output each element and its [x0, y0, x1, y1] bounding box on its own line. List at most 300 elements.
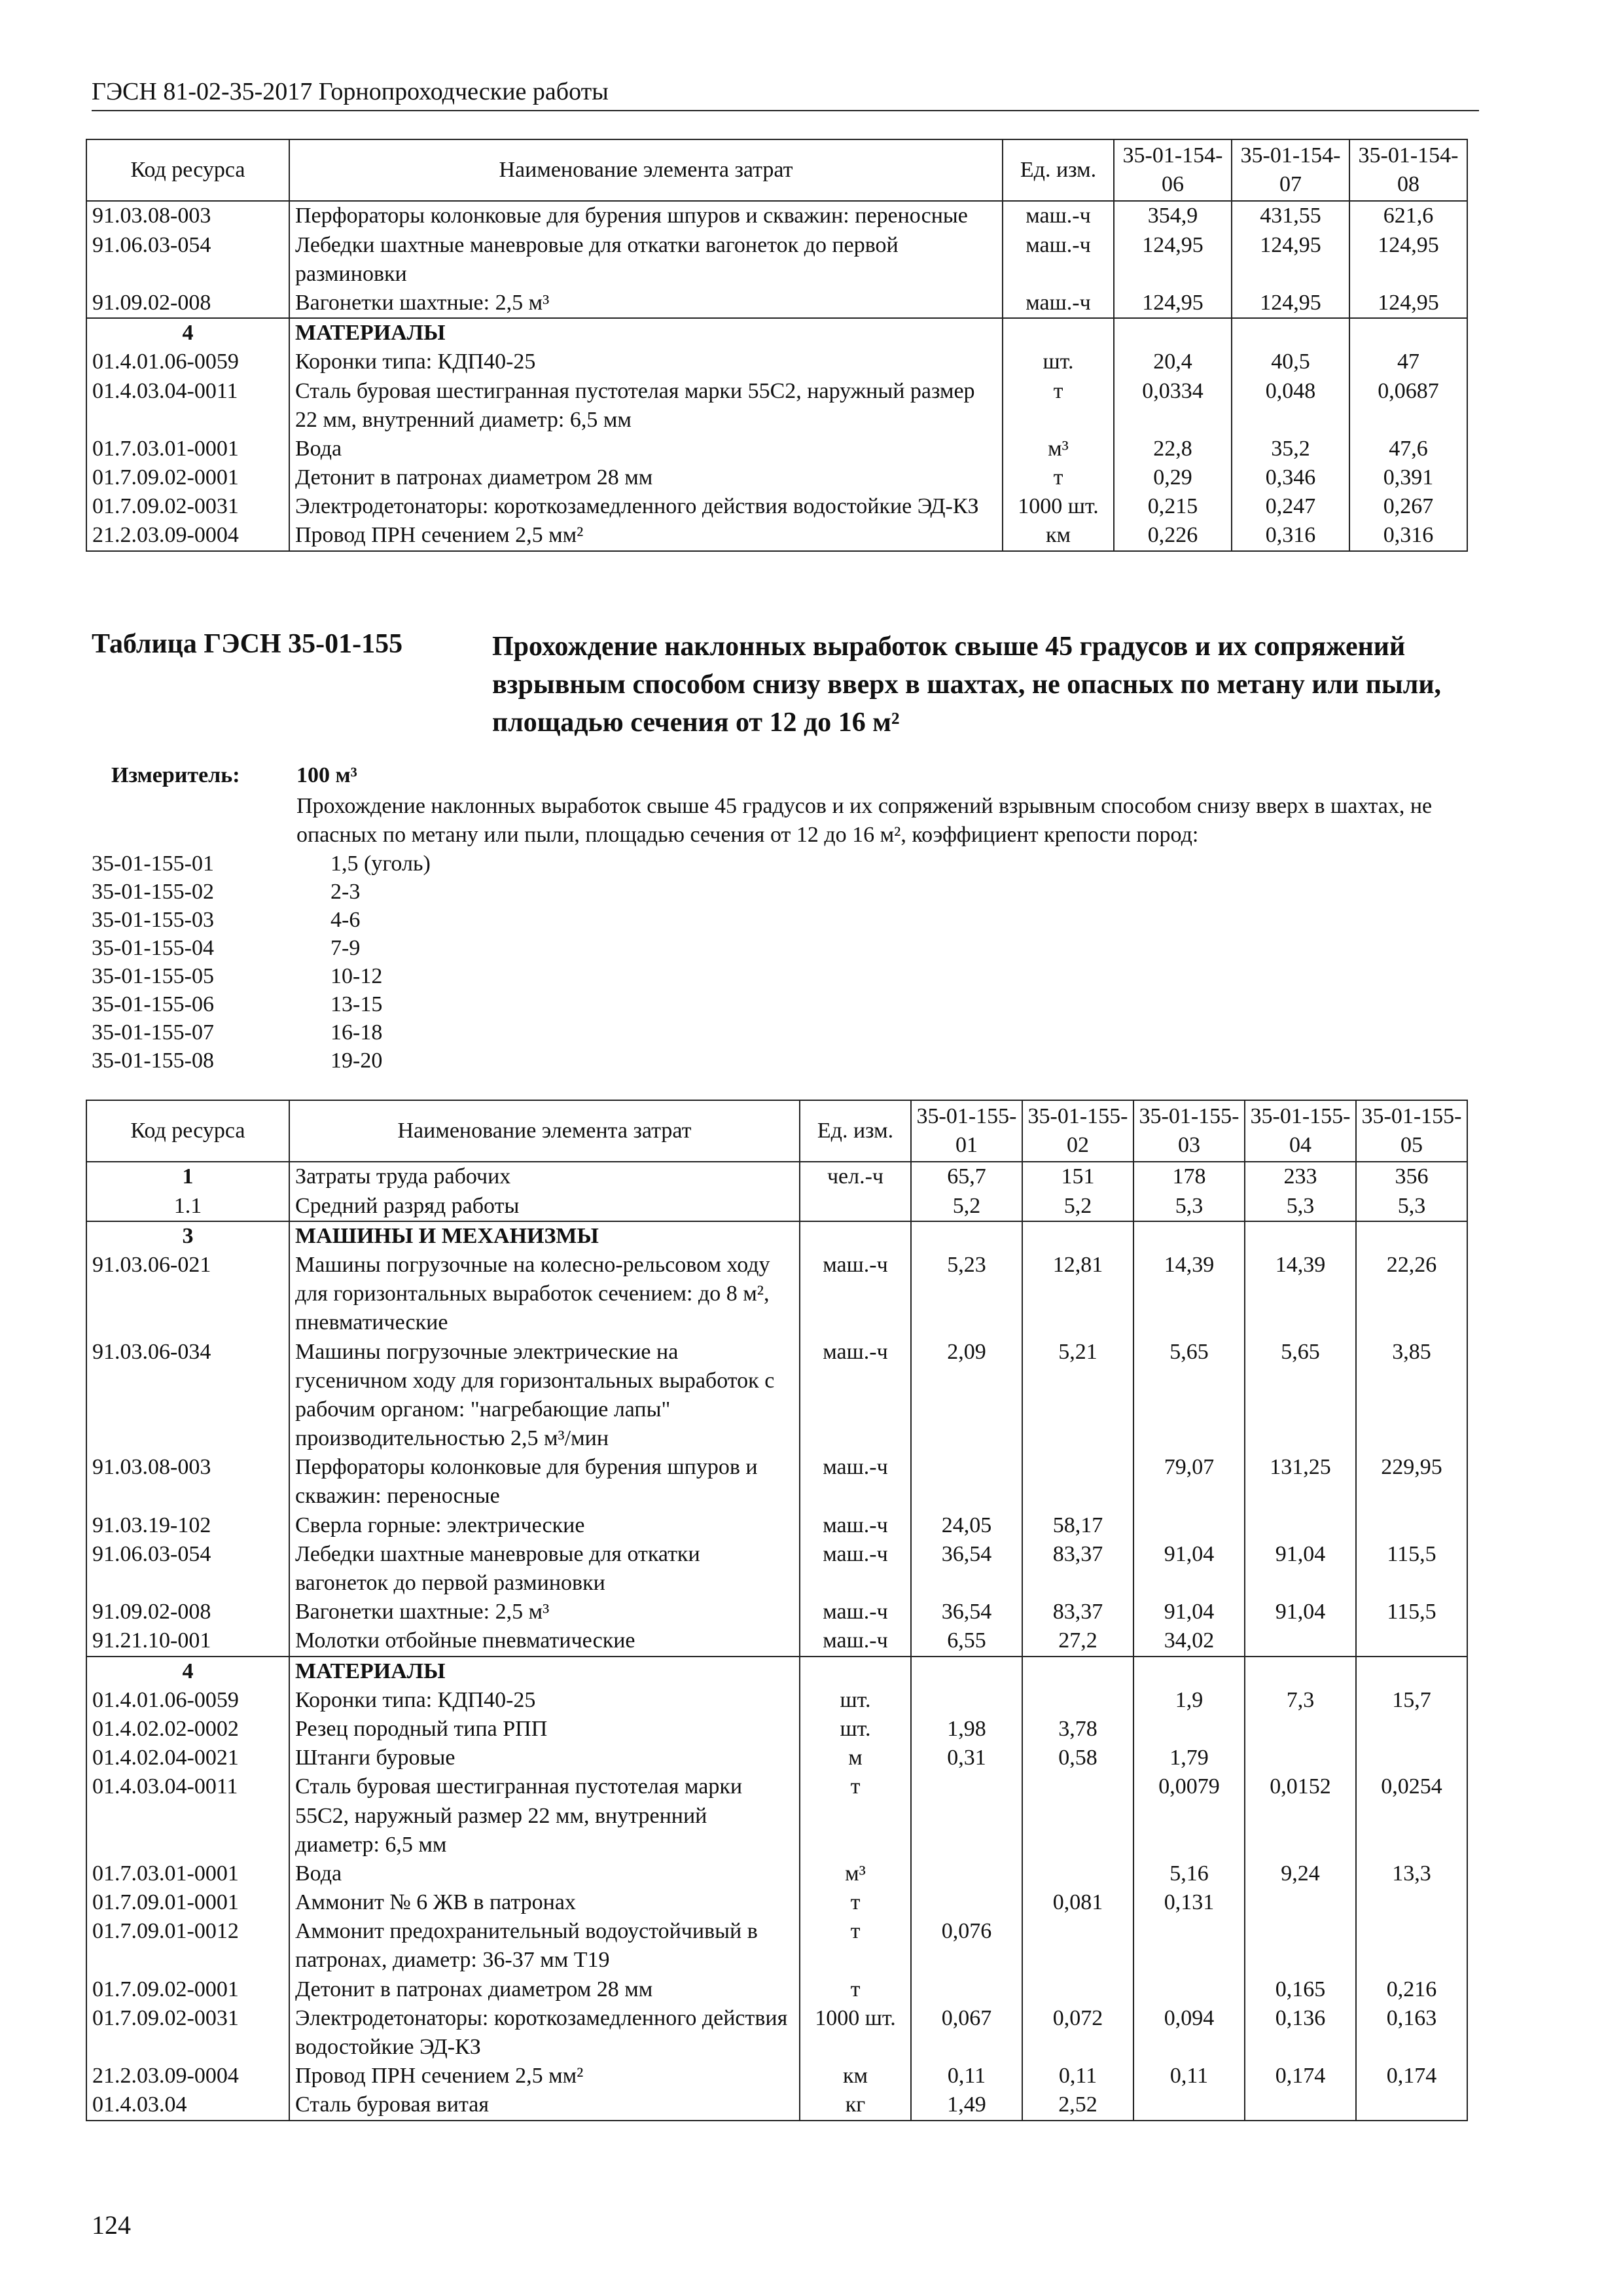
- resource-unit: чел.-ч: [800, 1162, 911, 1191]
- cell-value: 124,95: [1232, 289, 1349, 318]
- meter-label: Измеритель:: [111, 763, 240, 787]
- table-row: [86, 1626, 1467, 1656]
- resource-name: Лебедки шахтные маневровые для откатки вагонеток до первой разминовки: [289, 1540, 800, 1598]
- cell-value: [911, 1888, 1022, 1917]
- cell-value: [1245, 1917, 1356, 1975]
- cell-value: 6,55: [911, 1626, 1022, 1656]
- table-title: Прохождение наклонных выработок свыше 45 градусов и их сопряжений взрывным способом снизу вверх в шахтах, не опасных по метану или пыли, площадью сечения от 12 до 16 м²: [492, 632, 1442, 738]
- table-row: [86, 348, 1467, 376]
- cell-value: [1022, 1686, 1133, 1715]
- cell-value: 91,04: [1133, 1598, 1245, 1626]
- cell-value: 124,95: [1349, 231, 1467, 289]
- cell-value: 0,136: [1245, 2004, 1356, 2062]
- resource-unit: м³: [800, 1859, 911, 1888]
- cell-value: 0,048: [1232, 377, 1349, 435]
- variant-row: [92, 990, 431, 1018]
- cell-value: 5,23: [911, 1251, 1022, 1338]
- resource-name: Вода: [289, 435, 1003, 463]
- work-description: Прохождение наклонных выработок свыше 45 градусов и их сопряжений взрывным способом снизу вверх в шахтах, не опасных по метану или пыли, площадью сечения от 12 до 16 м², коэффициент крепости пород:: [296, 794, 1433, 848]
- col-header-variant: 35-01-155-02: [1022, 1100, 1133, 1162]
- meter-value: 100 м³: [296, 763, 357, 787]
- cell-value: [1356, 1715, 1467, 1744]
- resource-unit: маш.-ч: [800, 1626, 911, 1656]
- resource-name: Сталь буровая витая: [289, 2090, 800, 2120]
- section-row: [86, 1221, 1467, 1251]
- resource-name: Лебедки шахтные маневровые для откатки вагонеток до первой разминовки: [289, 231, 1003, 289]
- cell-value: 0,267: [1349, 492, 1467, 521]
- cell-value: [1356, 1221, 1467, 1251]
- cell-value: [911, 1657, 1022, 1686]
- variant-row: [92, 1047, 431, 1075]
- variant-code: 35-01-155-06: [92, 992, 214, 1016]
- cell-value: 0,163: [1356, 2004, 1467, 2062]
- cell-value: 34,02: [1133, 1626, 1245, 1656]
- resource-code: 01.4.01.06-0059: [86, 1686, 289, 1715]
- cell-value: [1356, 1744, 1467, 1772]
- cell-value: 24,05: [911, 1511, 1022, 1540]
- resource-code: 01.4.02.02-0002: [86, 1715, 289, 1744]
- cell-value: 0,072: [1022, 2004, 1133, 2062]
- resource-unit: [800, 1192, 911, 1221]
- cell-value: 36,54: [911, 1540, 1022, 1598]
- resource-name: Детонит в патронах диаметром 28 мм: [289, 1975, 800, 2004]
- cell-value: [1349, 318, 1467, 348]
- cell-value: [1245, 1744, 1356, 1772]
- table-row: [86, 435, 1467, 463]
- cell-value: 35,2: [1232, 435, 1349, 463]
- resource-unit: 1000 шт.: [1003, 492, 1114, 521]
- cell-value: 22,26: [1356, 1251, 1467, 1338]
- cell-value: [1356, 1657, 1467, 1686]
- resource-unit: т: [800, 1772, 911, 1859]
- cell-value: [1356, 1917, 1467, 1975]
- cell-value: 12,81: [1022, 1251, 1133, 1338]
- cell-value: [1133, 1657, 1245, 1686]
- cell-value: 3,78: [1022, 1715, 1133, 1744]
- variant-value: 13-15: [330, 992, 383, 1016]
- table-row: [86, 1715, 1467, 1744]
- resource-name: Резец породный типа РПП: [289, 1715, 800, 1744]
- variant-code: 35-01-155-07: [92, 1020, 214, 1045]
- resource-unit: маш.-ч: [800, 1338, 911, 1454]
- cell-value: 0,316: [1232, 521, 1349, 550]
- resource-code: 01.7.09.01-0012: [86, 1917, 289, 1975]
- cell-value: 65,7: [911, 1162, 1022, 1191]
- cell-value: 0,174: [1245, 2062, 1356, 2090]
- cell-value: 83,37: [1022, 1540, 1133, 1598]
- resource-code: 91.06.03-054: [86, 1540, 289, 1598]
- cell-value: [1133, 2090, 1245, 2120]
- resource-name: Провод ПРН сечением 2,5 мм²: [289, 2062, 800, 2090]
- col-header-name: Наименование элемента затрат: [289, 1100, 800, 1162]
- cell-value: 131,25: [1245, 1453, 1356, 1511]
- section-code: 3: [86, 1221, 289, 1251]
- table-row: [86, 201, 1467, 230]
- resource-code: 91.03.06-021: [86, 1251, 289, 1338]
- table-row: [86, 463, 1467, 492]
- resource-table-154: [86, 139, 1468, 552]
- cell-value: [911, 1772, 1022, 1859]
- cell-value: 124,95: [1114, 231, 1232, 289]
- variant-list: [92, 850, 431, 1075]
- cell-value: 15,7: [1356, 1686, 1467, 1715]
- resource-code: 01.7.09.01-0001: [86, 1888, 289, 1917]
- cell-value: 3,85: [1356, 1338, 1467, 1454]
- variant-row: [92, 850, 431, 878]
- resource-name: Коронки типа: КДП40-25: [289, 1686, 800, 1715]
- section-row: [86, 318, 1467, 348]
- section-code: 4: [86, 318, 289, 348]
- cell-value: [1245, 1657, 1356, 1686]
- cell-value: 5,2: [1022, 1192, 1133, 1221]
- cell-value: 14,39: [1245, 1251, 1356, 1338]
- variant-row: [92, 878, 431, 906]
- cell-value: 356: [1356, 1162, 1467, 1191]
- cell-value: [1245, 1626, 1356, 1656]
- variant-row: [92, 962, 431, 990]
- cell-value: 115,5: [1356, 1598, 1467, 1626]
- resource-code: 1: [86, 1162, 289, 1191]
- col-header-variant: 35-01-155-04: [1245, 1100, 1356, 1162]
- cell-value: 1,98: [911, 1715, 1022, 1744]
- cell-value: 0,247: [1232, 492, 1349, 521]
- section-title: МАТЕРИАЛЫ: [289, 318, 1003, 348]
- cell-value: [1133, 1715, 1245, 1744]
- cell-value: 0,0152: [1245, 1772, 1356, 1859]
- cell-value: 5,3: [1356, 1192, 1467, 1221]
- resource-unit: 1000 шт.: [800, 2004, 911, 2062]
- cell-value: [1022, 1657, 1133, 1686]
- variant-code: 35-01-155-01: [92, 852, 214, 876]
- cell-value: 20,4: [1114, 348, 1232, 376]
- col-header-variant: 35-01-154-06: [1114, 139, 1232, 201]
- table-row: [86, 1162, 1467, 1191]
- resource-code: 01.4.02.04-0021: [86, 1744, 289, 1772]
- resource-unit: [800, 1657, 911, 1686]
- resource-unit: маш.-ч: [800, 1540, 911, 1598]
- cell-value: [911, 1221, 1022, 1251]
- cell-value: [1022, 1975, 1133, 2004]
- cell-value: 0,11: [1133, 2062, 1245, 2090]
- cell-value: [1356, 1511, 1467, 1540]
- resource-unit: м³: [1003, 435, 1114, 463]
- resource-code: 01.7.03.01-0001: [86, 435, 289, 463]
- cell-value: 5,16: [1133, 1859, 1245, 1888]
- cell-value: [1022, 1859, 1133, 1888]
- resource-unit: т: [800, 1917, 911, 1975]
- variant-row: [92, 906, 431, 934]
- cell-value: 5,21: [1022, 1338, 1133, 1454]
- page-number: 124: [92, 2210, 131, 2240]
- cell-value: 0,31: [911, 1744, 1022, 1772]
- cell-value: 83,37: [1022, 1598, 1133, 1626]
- section-row: [86, 1657, 1467, 1686]
- cell-value: [1232, 318, 1349, 348]
- cell-value: 0,067: [911, 2004, 1022, 2062]
- table-row: [86, 2090, 1467, 2120]
- table-row: [86, 231, 1467, 289]
- cell-value: [1245, 1221, 1356, 1251]
- running-header: ГЭСН 81-02-35-2017 Горнопроходческие работы: [92, 78, 609, 105]
- resource-code: 91.06.03-054: [86, 231, 289, 289]
- resource-unit: [800, 1221, 911, 1251]
- table-row: [86, 2062, 1467, 2090]
- cell-value: 354,9: [1114, 201, 1232, 230]
- resource-name: Вода: [289, 1859, 800, 1888]
- cell-value: 0,11: [1022, 2062, 1133, 2090]
- cell-value: 47: [1349, 348, 1467, 376]
- cell-value: [1022, 1917, 1133, 1975]
- cell-value: 91,04: [1245, 1540, 1356, 1598]
- table-row: [86, 1192, 1467, 1221]
- variant-code: 35-01-155-04: [92, 936, 214, 960]
- resource-name: Затраты труда рабочих: [289, 1162, 800, 1191]
- cell-value: 151: [1022, 1162, 1133, 1191]
- table-row: [86, 1338, 1467, 1454]
- table-row: [86, 1251, 1467, 1338]
- resource-code: 01.4.03.04: [86, 2090, 289, 2120]
- cell-value: 91,04: [1133, 1540, 1245, 1598]
- resource-unit: шт.: [800, 1715, 911, 1744]
- cell-value: [1356, 1888, 1467, 1917]
- cell-value: [1022, 1453, 1133, 1511]
- resource-code: 91.03.08-003: [86, 201, 289, 230]
- col-header-name: Наименование элемента затрат: [289, 139, 1003, 201]
- cell-value: 229,95: [1356, 1453, 1467, 1511]
- cell-value: 36,54: [911, 1598, 1022, 1626]
- col-header-variant: 35-01-154-08: [1349, 139, 1467, 201]
- resource-name: Машины погрузочные на колесно-рельсовом ходу для горизонтальных выработок сечением: до 8 м², пневматические: [289, 1251, 800, 1338]
- col-header-variant: 35-01-154-07: [1232, 139, 1349, 201]
- table-row: [86, 1540, 1467, 1598]
- cell-value: 7,3: [1245, 1686, 1356, 1715]
- resource-code: 01.7.03.01-0001: [86, 1859, 289, 1888]
- cell-value: [1245, 1888, 1356, 1917]
- resource-unit: шт.: [800, 1686, 911, 1715]
- cell-value: 9,24: [1245, 1859, 1356, 1888]
- cell-value: 0,316: [1349, 521, 1467, 550]
- table-row: [86, 492, 1467, 521]
- cell-value: 0,29: [1114, 463, 1232, 492]
- cell-value: 5,2: [911, 1192, 1022, 1221]
- resource-name: Машины погрузочные электрические на гусеничном ходу для горизонтальных выработок с рабочим органом: "нагребающие лапы" производительностью 2,5 м³/мин: [289, 1338, 800, 1454]
- resource-name: Средний разряд работы: [289, 1192, 800, 1221]
- cell-value: 40,5: [1232, 348, 1349, 376]
- table-row: [86, 1453, 1467, 1511]
- resource-name: Детонит в патронах диаметром 28 мм: [289, 463, 1003, 492]
- cell-value: [911, 1453, 1022, 1511]
- cell-value: 22,8: [1114, 435, 1232, 463]
- variant-value: 19-20: [330, 1049, 383, 1073]
- resource-table-155: [86, 1100, 1468, 2121]
- variant-value: 7-9: [330, 936, 361, 960]
- table-row: [86, 1686, 1467, 1715]
- section-code: 4: [86, 1657, 289, 1686]
- resource-unit: т: [800, 1888, 911, 1917]
- cell-value: 5,3: [1133, 1192, 1245, 1221]
- cell-value: 233: [1245, 1162, 1356, 1191]
- cell-value: 79,07: [1133, 1453, 1245, 1511]
- cell-value: 0,165: [1245, 1975, 1356, 2004]
- table-row: [86, 289, 1467, 318]
- resource-code: 91.03.19-102: [86, 1511, 289, 1540]
- cell-value: [1356, 2090, 1467, 2120]
- resource-name: Электродетонаторы: короткозамедленного действия водостойкие ЭД-КЗ: [289, 2004, 800, 2062]
- table-row: [86, 1917, 1467, 1975]
- cell-value: 0,0687: [1349, 377, 1467, 435]
- resource-unit: маш.-ч: [800, 1453, 911, 1511]
- col-header-variant: 35-01-155-05: [1356, 1100, 1467, 1162]
- variant-code: 35-01-155-03: [92, 908, 214, 932]
- resource-name: Вагонетки шахтные: 2,5 м³: [289, 1598, 800, 1626]
- section-title: МАТЕРИАЛЫ: [289, 1657, 800, 1686]
- cell-value: 621,6: [1349, 201, 1467, 230]
- cell-value: 0,174: [1356, 2062, 1467, 2090]
- resource-code: 21.2.03.09-0004: [86, 2062, 289, 2090]
- resource-name: Штанги буровые: [289, 1744, 800, 1772]
- cell-value: [1245, 1715, 1356, 1744]
- cell-value: 5,65: [1133, 1338, 1245, 1454]
- cell-value: 1,49: [911, 2090, 1022, 2120]
- variant-value: 16-18: [330, 1020, 383, 1045]
- resource-code: 01.4.01.06-0059: [86, 348, 289, 376]
- cell-value: 0,216: [1356, 1975, 1467, 2004]
- resource-unit: [1003, 318, 1114, 348]
- cell-value: 124,95: [1349, 289, 1467, 318]
- resource-code: 01.7.09.02-0031: [86, 492, 289, 521]
- resource-unit: маш.-ч: [1003, 289, 1114, 318]
- cell-value: [1022, 1221, 1133, 1251]
- col-header-variant: 35-01-155-01: [911, 1100, 1022, 1162]
- resource-name: Провод ПРН сечением 2,5 мм²: [289, 521, 1003, 550]
- cell-value: 0,0254: [1356, 1772, 1467, 1859]
- cell-value: [1022, 1772, 1133, 1859]
- variant-value: 10-12: [330, 964, 383, 988]
- resource-code: 91.21.10-001: [86, 1626, 289, 1656]
- header-rule: [92, 110, 1479, 111]
- table-row: [86, 1598, 1467, 1626]
- resource-unit: маш.-ч: [1003, 201, 1114, 230]
- resource-name: Сверла горные: электрические: [289, 1511, 800, 1540]
- cell-value: 5,65: [1245, 1338, 1356, 1454]
- table-row: [86, 377, 1467, 435]
- resource-name: Перфораторы колонковые для бурения шпуров и скважин: переносные: [289, 201, 1003, 230]
- resource-code: 01.7.09.02-0001: [86, 463, 289, 492]
- resource-unit: т: [800, 1975, 911, 2004]
- cell-value: 13,3: [1356, 1859, 1467, 1888]
- col-header-code: Код ресурса: [86, 1100, 289, 1162]
- cell-value: [1114, 318, 1232, 348]
- cell-value: 431,55: [1232, 201, 1349, 230]
- resource-code: 91.03.06-034: [86, 1338, 289, 1454]
- col-header-variant: 35-01-155-03: [1133, 1100, 1245, 1162]
- resource-unit: т: [1003, 463, 1114, 492]
- table-row: [86, 1772, 1467, 1859]
- resource-unit: км: [1003, 521, 1114, 550]
- variant-code: 35-01-155-05: [92, 964, 214, 988]
- resource-unit: м: [800, 1744, 911, 1772]
- resource-unit: км: [800, 2062, 911, 2090]
- cell-value: [1133, 1917, 1245, 1975]
- variant-value: 4-6: [330, 908, 361, 932]
- resource-name: Молотки отбойные пневматические: [289, 1626, 800, 1656]
- col-header-unit: Ед. изм.: [1003, 139, 1114, 201]
- table-row: [86, 1511, 1467, 1540]
- resource-unit: маш.-ч: [800, 1598, 911, 1626]
- cell-value: [1245, 2090, 1356, 2120]
- resource-code: 01.4.03.04-0011: [86, 1772, 289, 1859]
- variant-value: 1,5 (уголь): [330, 852, 431, 876]
- cell-value: [1133, 1511, 1245, 1540]
- cell-value: 0,226: [1114, 521, 1232, 550]
- cell-value: 0,081: [1022, 1888, 1133, 1917]
- cell-value: 0,094: [1133, 2004, 1245, 2062]
- cell-value: [1133, 1221, 1245, 1251]
- cell-value: 0,0334: [1114, 377, 1232, 435]
- cell-value: 178: [1133, 1162, 1245, 1191]
- resource-name: Электродетонаторы: короткозамедленного действия водостойкие ЭД-КЗ: [289, 492, 1003, 521]
- cell-value: 0,11: [911, 2062, 1022, 2090]
- cell-value: 91,04: [1245, 1598, 1356, 1626]
- resource-code: 91.09.02-008: [86, 1598, 289, 1626]
- resource-code: 1.1: [86, 1192, 289, 1221]
- variant-code: 35-01-155-02: [92, 880, 214, 904]
- resource-code: 21.2.03.09-0004: [86, 521, 289, 550]
- cell-value: 124,95: [1232, 231, 1349, 289]
- resource-code: 91.03.08-003: [86, 1453, 289, 1511]
- resource-name: Аммонит предохранительный водоустойчивый в патронах, диаметр: 36-37 мм Т19: [289, 1917, 800, 1975]
- resource-unit: т: [1003, 377, 1114, 435]
- cell-value: 0,215: [1114, 492, 1232, 521]
- table-row: [86, 1744, 1467, 1772]
- cell-value: 1,9: [1133, 1686, 1245, 1715]
- cell-value: 14,39: [1133, 1251, 1245, 1338]
- cell-value: [911, 1975, 1022, 2004]
- resource-unit: маш.-ч: [1003, 231, 1114, 289]
- cell-value: 0,076: [911, 1917, 1022, 1975]
- cell-value: 2,52: [1022, 2090, 1133, 2120]
- resource-code: 91.09.02-008: [86, 289, 289, 318]
- resource-unit: кг: [800, 2090, 911, 2120]
- resource-name: Вагонетки шахтные: 2,5 м³: [289, 289, 1003, 318]
- cell-value: 2,09: [911, 1338, 1022, 1454]
- variant-code: 35-01-155-08: [92, 1049, 214, 1073]
- col-header-code: Код ресурса: [86, 139, 289, 201]
- resource-name: Перфораторы колонковые для бурения шпуров и скважин: переносные: [289, 1453, 800, 1511]
- table-row: [86, 1975, 1467, 2004]
- cell-value: 27,2: [1022, 1626, 1133, 1656]
- variant-row: [92, 1018, 431, 1047]
- variant-value: 2-3: [330, 880, 361, 904]
- cell-value: 0,391: [1349, 463, 1467, 492]
- cell-value: 0,58: [1022, 1744, 1133, 1772]
- cell-value: 0,0079: [1133, 1772, 1245, 1859]
- resource-name: Аммонит № 6 ЖВ в патронах: [289, 1888, 800, 1917]
- cell-value: 5,3: [1245, 1192, 1356, 1221]
- cell-value: [911, 1686, 1022, 1715]
- cell-value: [1245, 1511, 1356, 1540]
- resource-unit: маш.-ч: [800, 1251, 911, 1338]
- col-header-unit: Ед. изм.: [800, 1100, 911, 1162]
- resource-code: 01.7.09.02-0031: [86, 2004, 289, 2062]
- resource-code: 01.4.03.04-0011: [86, 377, 289, 435]
- cell-value: 58,17: [1022, 1511, 1133, 1540]
- resource-name: Коронки типа: КДП40-25: [289, 348, 1003, 376]
- cell-value: 115,5: [1356, 1540, 1467, 1598]
- resource-code: 01.7.09.02-0001: [86, 1975, 289, 2004]
- cell-value: 124,95: [1114, 289, 1232, 318]
- cell-value: 0,346: [1232, 463, 1349, 492]
